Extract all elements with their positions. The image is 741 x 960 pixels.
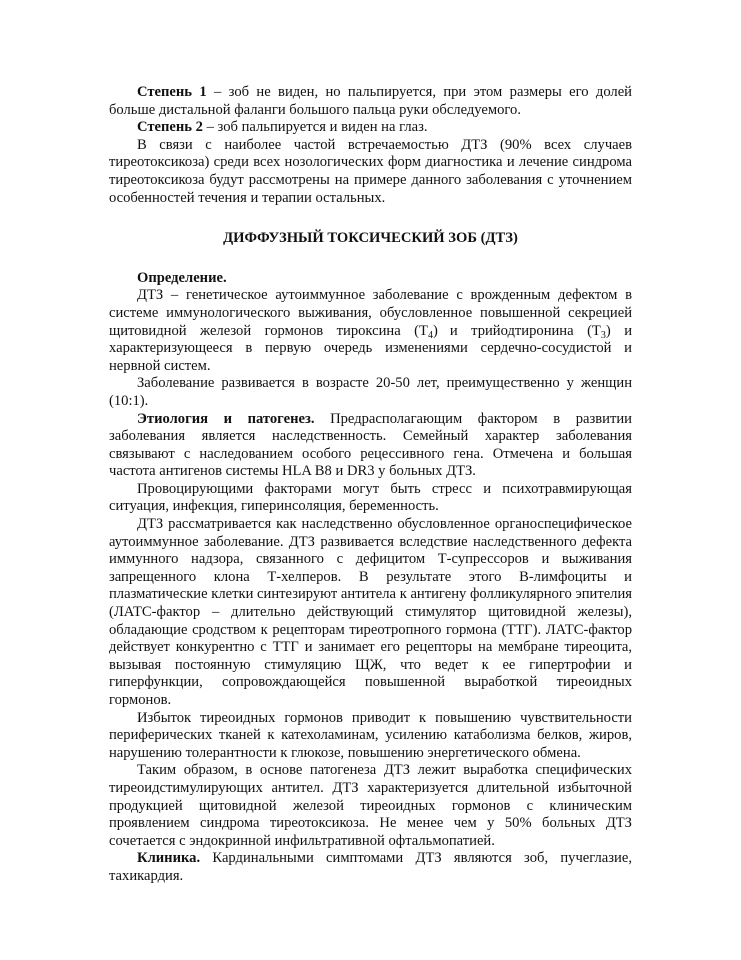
thyroxine-subscript: 4	[427, 329, 433, 341]
definition-text-c: и трийодтиронина (Т	[449, 322, 601, 339]
definition-heading-line	[109, 270, 632, 288]
degree-2-label: Степень 2	[137, 119, 203, 136]
definition-text-b: )	[432, 322, 438, 339]
degree-1-label: Степень 1	[137, 84, 207, 100]
degree-2-text: – зоб пальпируется и виден на глаз.	[202, 119, 428, 136]
degree-1-text: – зоб не виден, но пальпируется, при этом размеры его долей больше дистальной фаланги большого пальца руки обследуемого.	[109, 84, 632, 118]
definition-text-a: ДТЗ – генетическое аутоиммунное заболевание с врожденным дефектом в системе иммунологического выживания, обусловленное повышенной секрецией щитовидной железой гормонов тироксина (Т	[109, 287, 632, 339]
page-content	[109, 84, 632, 886]
definition-text-d: ) и характеризующееся в первую очередь изменениями сердечно-сосудистой и нервной систем.	[109, 322, 633, 374]
definition-heading: Определение.	[137, 269, 227, 286]
triiodothyronine-subscript: 3	[600, 329, 606, 341]
clinic-paragraph	[109, 850, 632, 885]
hormone-excess-paragraph: Избыток тиреоидных гормонов приводит к повышению чувствительности периферических тканей к катехоламинам, усилению катаболизма белков, жиров, нарушению толерантности к глюкозе, повышению энергетического обмена.	[109, 709, 632, 761]
pathogenesis-summary-paragraph: Таким образом, в основе патогенеза ДТЗ лежит выработка специфических тиреоидстимулирующих антител. ДТЗ характеризуется длительной избыточной продукцией щитовидной железой тиреоидных гормонов с клиническим проявлением синдрома тиреотоксикоза. Не менее чем у 50% больных ДТЗ сочетается с эндокринной инфильтративной офтальмопатией.	[109, 762, 632, 849]
provoking-factors-paragraph: Провоцирующими факторами могут быть стресс и психотравмирующая ситуация, инфекция, гиперинсоляция, беременность.	[109, 480, 632, 515]
age-paragraph: Заболевание развивается в возрасте 20-50 лет, преимущественно у женщин (10:1).	[109, 375, 632, 409]
autoimmune-paragraph: ДТЗ рассматривается как наследственно обусловленное органоспецифическое аутоиммунное заболевание. ДТЗ развивается вследствие наследственного дефекта иммунного надзора, связанного с дефицитом Т-супрессоров и выживания запрещенного клона Т-хелперов. В результате этого В-лимфоциты и плазматические клетки синтезируют антитела к антигену фолликулярного эпителия (ЛАТС-фактор – длительно действующий стимулятор щитовидной железы), обладающие сродством к рецепторам тиреотропного гормона (ТТГ). ЛАТС-фактор действует конкурентно с ТТГ и занимает его рецепторы на мембране тиреоцита, вызывая постоянную стимуляцию ЩЖ, что ведет к ее гипертрофии и гиперфункции, сопровождающейся повышенной выработкой тиреоидных гормонов.	[109, 516, 632, 708]
section-title: ДИФФУЗНЫЙ ТОКСИЧЕСКИЙ ЗОБ (ДТЗ)	[223, 230, 518, 247]
clinic-label: Клиника.	[137, 850, 201, 867]
degree-2-paragraph	[109, 119, 632, 137]
clinic-text: Кардинальными симптомами ДТЗ являются зоб, пучеглазие, тахикардия.	[109, 850, 632, 884]
definition-paragraph	[109, 287, 632, 375]
etiology-text: Предрасполагающим фактором в развитии заболевания является наследственность. Семейный характер заболевания связывают с наследованием особого рецессивного гена. Отмечена и большая частота антигенов системы HLA B8 и DR3 у больных ДТЗ.	[109, 410, 632, 480]
degree-1-paragraph	[109, 84, 632, 119]
etiology-label: Этиология и патогенез.	[137, 410, 315, 427]
frequency-paragraph: В связи с наиболее частой встречаемостью ДТЗ (90% всех случаев тиреотоксикоза) среди всех нозологических форм диагностика и лечение синдрома тиреотоксикоза будут рассмотрены на примере данного заболевания с уточнением особенностей течения и терапии остальных.	[109, 136, 632, 206]
etiology-paragraph	[109, 411, 632, 481]
